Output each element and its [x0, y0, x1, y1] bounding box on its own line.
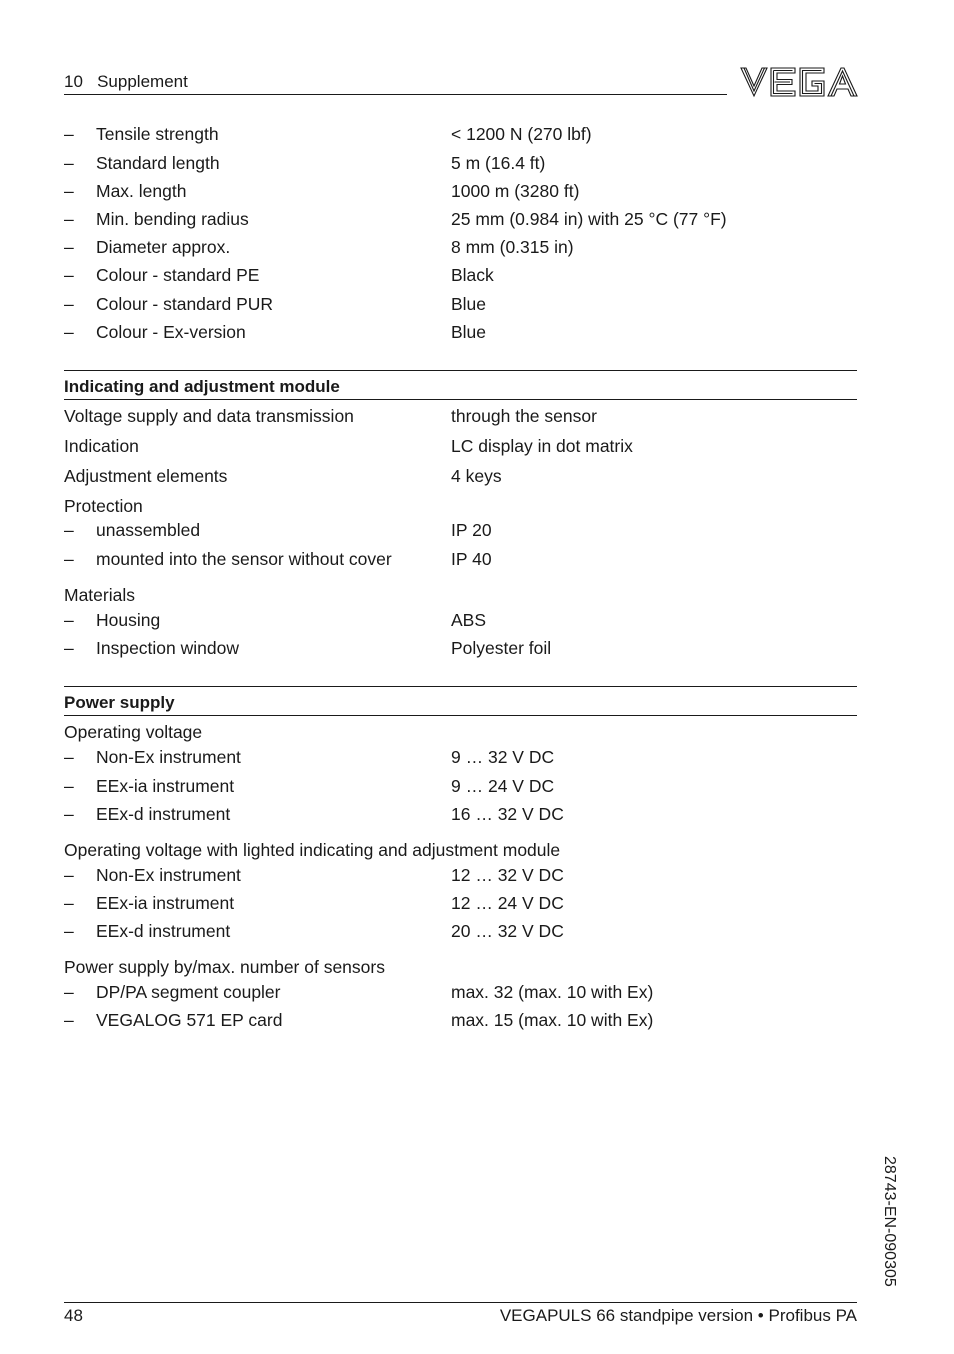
- row-value: < 1200 N (270 lbf): [451, 124, 592, 144]
- row-label: DP/PA segment coupler: [96, 982, 281, 1002]
- group-heading: [64, 494, 857, 518]
- table-row: [64, 434, 857, 458]
- list-dash: –: [64, 865, 74, 885]
- row-value: 16 … 32 V DC: [451, 804, 564, 824]
- row-value: Blue: [451, 322, 487, 342]
- row-label: unassembled: [96, 520, 201, 540]
- group-label: Power supply by/max. number of sensors: [64, 957, 385, 977]
- list-dash: –: [64, 265, 74, 285]
- table-row: [64, 891, 857, 915]
- list-dash: –: [64, 982, 74, 1002]
- table-row: [64, 122, 857, 146]
- row-value: through the sensor: [451, 406, 597, 426]
- row-label: Max. length: [96, 181, 187, 201]
- row-value: IP 40: [451, 549, 492, 569]
- row-value: 9 … 24 V DC: [451, 776, 555, 796]
- list-dash: –: [64, 638, 74, 658]
- row-label: Adjustment elements: [64, 466, 228, 486]
- row-value: IP 20: [451, 520, 492, 540]
- table-row: [64, 518, 857, 542]
- table-row: [64, 207, 857, 231]
- list-dash: –: [64, 237, 74, 257]
- chapter-number: 10: [64, 72, 83, 91]
- table-row: [64, 802, 857, 826]
- table-row: [64, 774, 857, 798]
- table-row: [64, 547, 857, 571]
- row-label: Colour - standard PE: [96, 265, 260, 285]
- group-heading: [64, 838, 857, 862]
- row-value: 5 m (16.4 ft): [451, 153, 546, 173]
- row-label: EEx-ia instrument: [96, 776, 235, 796]
- row-label: Colour - Ex-version: [96, 322, 246, 342]
- table-row: [64, 608, 857, 632]
- row-value: max. 15 (max. 10 with Ex): [451, 1010, 654, 1030]
- row-value: 4 keys: [451, 466, 502, 486]
- row-value: max. 32 (max. 10 with Ex): [451, 982, 654, 1002]
- list-dash: –: [64, 294, 74, 314]
- table-row: [64, 980, 857, 1004]
- list-dash: –: [64, 610, 74, 630]
- list-dash: –: [64, 209, 74, 229]
- row-value: 20 … 32 V DC: [451, 921, 564, 941]
- row-value: 12 … 32 V DC: [451, 865, 564, 885]
- list-dash: –: [64, 322, 74, 342]
- table-row: [64, 745, 857, 769]
- row-value: 9 … 32 V DC: [451, 747, 555, 767]
- list-dash: –: [64, 921, 74, 941]
- row-label: Voltage supply and data transmission: [64, 406, 354, 426]
- group-label: Protection: [64, 496, 143, 516]
- list-dash: –: [64, 124, 74, 144]
- list-dash: –: [64, 520, 74, 540]
- table-row: [64, 464, 857, 488]
- row-value: ABS: [451, 610, 487, 630]
- footer-document-title: VEGAPULS 66 standpipe version • Profibus PA: [499, 1306, 857, 1325]
- section-rule-bottom: [64, 399, 857, 400]
- list-dash: –: [64, 747, 74, 767]
- row-value: Black: [451, 265, 494, 285]
- section-rule-top: [64, 686, 857, 687]
- table-row: [64, 179, 857, 203]
- footer-rule: [64, 1302, 857, 1303]
- table-row: [64, 863, 857, 887]
- document-code: 28743-EN-090305: [881, 1156, 898, 1287]
- row-label: Diameter approx.: [96, 237, 231, 257]
- list-dash: –: [64, 893, 74, 913]
- row-label: VEGALOG 571 EP card: [96, 1010, 283, 1030]
- header-rule: [64, 94, 727, 95]
- row-label: Min. bending radius: [96, 209, 249, 229]
- row-label: EEx-d instrument: [96, 804, 231, 824]
- table-row: [64, 235, 857, 259]
- chapter-title: Supplement: [97, 72, 188, 91]
- group-label: Operating voltage: [64, 722, 203, 742]
- row-value: 25 mm (0.984 in) with 25 °C (77 °F): [451, 209, 727, 229]
- list-dash: –: [64, 776, 74, 796]
- table-row: [64, 292, 857, 316]
- row-label: Standard length: [96, 153, 220, 173]
- group-label: Operating voltage with lighted indicating and adjustment module: [64, 840, 561, 860]
- row-label: Indication: [64, 436, 139, 456]
- row-label: Colour - standard PUR: [96, 294, 274, 314]
- table-row: [64, 919, 857, 943]
- running-header: [64, 72, 188, 92]
- row-label: EEx-ia instrument: [96, 893, 235, 913]
- row-value: 1000 m (3280 ft): [451, 181, 580, 201]
- vega-logo: [740, 66, 858, 98]
- row-value: 8 mm (0.315 in): [451, 237, 574, 257]
- section-title-power: Power supply: [64, 693, 175, 712]
- table-row: [64, 636, 857, 660]
- row-value: Blue: [451, 294, 487, 314]
- row-label: Tensile strength: [96, 124, 219, 144]
- row-label: Non-Ex instrument: [96, 747, 241, 767]
- list-dash: –: [64, 181, 74, 201]
- row-label: Housing: [96, 610, 161, 630]
- row-value: 12 … 24 V DC: [451, 893, 564, 913]
- group-heading: [64, 583, 857, 607]
- table-row: [64, 151, 857, 175]
- row-value: Polyester foil: [451, 638, 552, 658]
- list-dash: –: [64, 153, 74, 173]
- row-label: Inspection window: [96, 638, 239, 658]
- table-row: [64, 320, 857, 344]
- row-label: mounted into the sensor without cover: [96, 549, 392, 569]
- group-heading: [64, 720, 857, 744]
- section-rule-bottom: [64, 715, 857, 716]
- table-row: [64, 404, 857, 428]
- section-rule-top: [64, 370, 857, 371]
- row-label: Non-Ex instrument: [96, 865, 241, 885]
- section-title-indicating: Indicating and adjustment module: [64, 377, 340, 396]
- table-row: [64, 263, 857, 287]
- row-label: EEx-d instrument: [96, 921, 231, 941]
- list-dash: –: [64, 549, 74, 569]
- list-dash: –: [64, 1010, 74, 1030]
- list-dash: –: [64, 804, 74, 824]
- group-label: Materials: [64, 585, 135, 605]
- table-row: [64, 1008, 857, 1032]
- row-value: LC display in dot matrix: [451, 436, 633, 456]
- page-number: 48: [64, 1306, 83, 1325]
- group-heading: [64, 955, 857, 979]
